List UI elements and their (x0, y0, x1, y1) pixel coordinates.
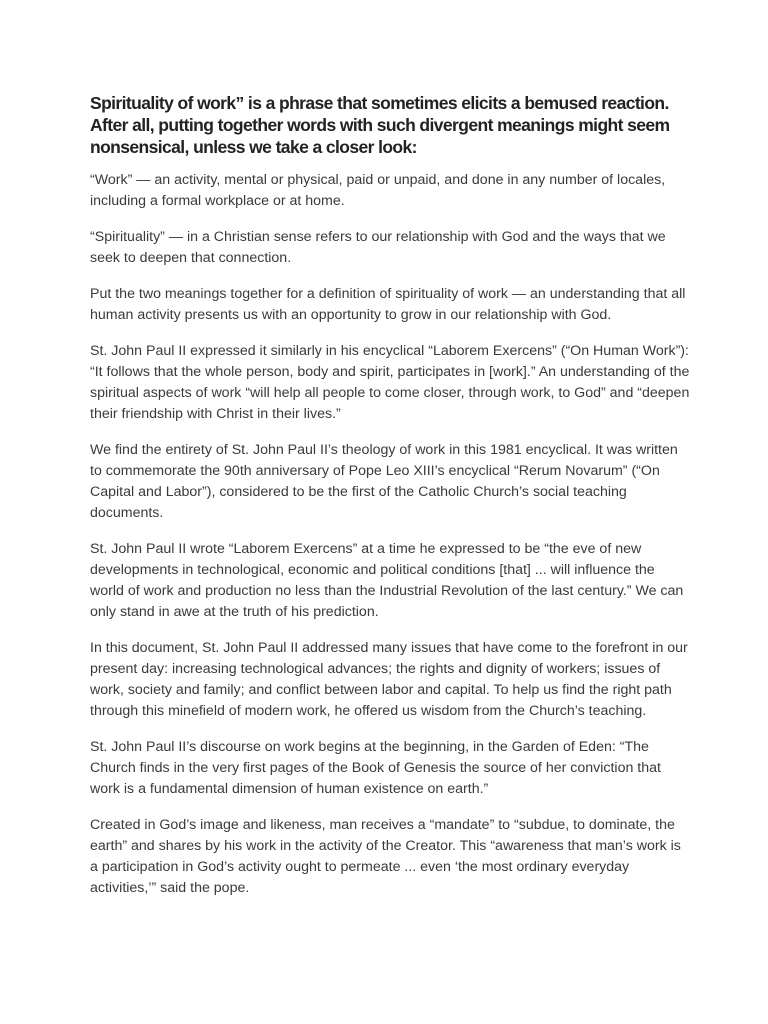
paragraph-encyclical-history: We find the entirety of St. John Paul II’s theology of work in this 1981 encyclical. It was written to commemorate the 90th anniversary of Pope Leo XIII’s encyclical “Rerum Novarum” (“On Capital and Labor”), considered to be the first of the Catholic Church’s social teaching documents. (90, 442, 678, 521)
document-page (90, 92, 690, 914)
paragraph-laborem-exercens-quote: St. John Paul II expressed it similarly in his encyclical “Laborem Exercens” (“On Human Work”): “It follows that the whole person, body and spirit, participates in [work].” An understanding of the spiritual aspects of work “will help all people to come closer, through work, to God” and “deepen their friendship with Christ in their lives.” (90, 343, 690, 422)
paragraph-issues: In this document, St. John Paul II addressed many issues that have come to the forefront in our present day: increasing technological advances; the rights and dignity of workers; issues of work, society and family; and conflict between labor and capital. To help us find the right path through this minefield of modern work, he offered us wisdom from the Church’s teaching. (90, 640, 688, 719)
paragraph-prediction: St. John Paul II wrote “Laborem Exercens” at a time he expressed to be “the eve of new developments in technological, economic and political conditions [that] ... will influence the world of work and production no less than the Industrial Revolution of the last century.” We can only stand in awe at the truth of his prediction. (90, 541, 684, 620)
paragraph-combined-definition: Put the two meanings together for a definition of spirituality of work — an understanding that all human activity presents us with an opportunity to grow in our relationship with God. (90, 286, 686, 323)
paragraph-work-definition: “Work” — an activity, mental or physical, paid or unpaid, and done in any number of locales, including a formal workplace or at home. (90, 172, 666, 209)
paragraph-spirituality-definition: “Spirituality” — in a Christian sense refers to our relationship with God and the ways that we seek to deepen that connection. (90, 229, 666, 266)
paragraph-creator-mandate: Created in God’s image and likeness, man receives a “mandate” to “subdue, to dominate, the earth” and shares by his work in the activity of the Creator. This “awareness that man’s work is a participation in God’s activity ought to permeate ... even ‘the most ordinary everyday activities,’” said the pope. (90, 817, 681, 896)
paragraph-genesis: St. John Paul II’s discourse on work begins at the beginning, in the Garden of Eden: “The Church finds in the very first pages of the Book of Genesis the source of her conviction that work is a fundamental dimension of human existence on earth.” (90, 739, 661, 797)
article-heading: Spirituality of work” is a phrase that sometimes elicits a bemused reaction. After all, putting together words with such divergent meanings might seem nonsensical, unless we take a closer look: (90, 93, 670, 157)
